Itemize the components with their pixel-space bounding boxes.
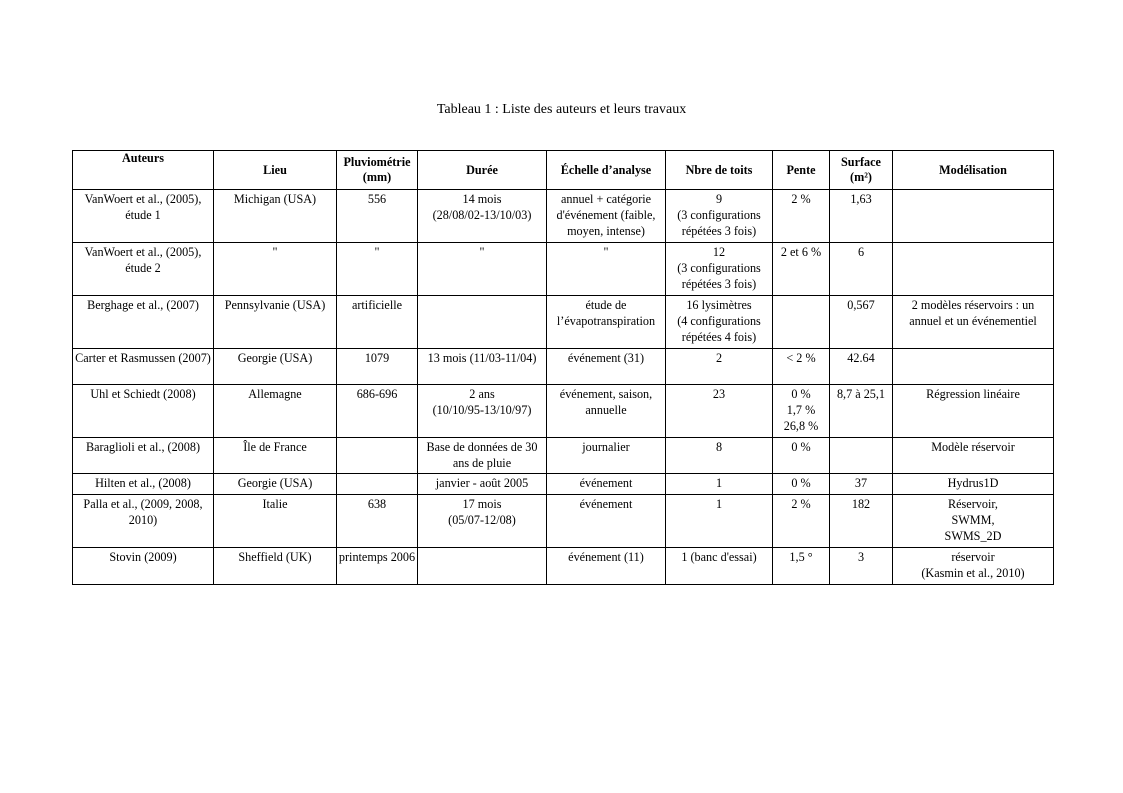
cell-modelisation: Hydrus1D xyxy=(893,474,1054,495)
table-row xyxy=(73,385,1054,438)
cell-lieu: Georgie (USA) xyxy=(214,474,337,495)
table-row xyxy=(73,548,1054,585)
cell-modelisation xyxy=(893,243,1054,296)
cell-duree xyxy=(418,548,547,585)
cell-pluviometrie: " xyxy=(337,243,418,296)
cell-echelle: journalier xyxy=(547,438,666,474)
cell-pluviometrie xyxy=(337,474,418,495)
table-row xyxy=(73,243,1054,296)
cell-pluviometrie xyxy=(337,438,418,474)
cell-pluviometrie: 686-696 xyxy=(337,385,418,438)
cell-surface: 42.64 xyxy=(830,349,893,385)
table-row xyxy=(73,495,1054,548)
table-header-row xyxy=(73,151,1054,190)
cell-pente xyxy=(773,296,830,349)
cell-duree: " xyxy=(418,243,547,296)
cell-echelle: événement xyxy=(547,474,666,495)
cell-nbre-toits: 12 (3 configurations répétées 3 fois) xyxy=(666,243,773,296)
cell-surface: 8,7 à 25,1 xyxy=(830,385,893,438)
cell-nbre-toits: 8 xyxy=(666,438,773,474)
cell-echelle: événement xyxy=(547,495,666,548)
cell-surface xyxy=(830,438,893,474)
cell-modelisation: Modèle réservoir xyxy=(893,438,1054,474)
cell-surface: 0,567 xyxy=(830,296,893,349)
authors-table xyxy=(72,150,1054,585)
header-nbre-toits: Nbre de toits xyxy=(666,151,773,190)
cell-echelle: annuel + catégorie d'événement (faible, moyen, intense) xyxy=(547,190,666,243)
cell-nbre-toits: 1 xyxy=(666,495,773,548)
header-auteurs: Auteurs xyxy=(73,151,214,190)
cell-lieu: Île de France xyxy=(214,438,337,474)
cell-modelisation: réservoir (Kasmin et al., 2010) xyxy=(893,548,1054,585)
cell-pente: 0 % xyxy=(773,474,830,495)
cell-modelisation: 2 modèles réservoirs : un annuel et un événementiel xyxy=(893,296,1054,349)
table-body xyxy=(73,190,1054,585)
cell-lieu: Allemagne xyxy=(214,385,337,438)
header-pente: Pente xyxy=(773,151,830,190)
cell-duree: Base de données de 30 ans de pluie xyxy=(418,438,547,474)
cell-lieu: Georgie (USA) xyxy=(214,349,337,385)
cell-auteurs: Berghage et al., (2007) xyxy=(73,296,214,349)
cell-auteurs: VanWoert et al., (2005), étude 2 xyxy=(73,243,214,296)
table-row xyxy=(73,438,1054,474)
cell-pente: 0 % 1,7 % 26,8 % xyxy=(773,385,830,438)
cell-duree: 17 mois (05/07-12/08) xyxy=(418,495,547,548)
cell-echelle: étude de l’évapotranspiration xyxy=(547,296,666,349)
cell-pluviometrie: 1079 xyxy=(337,349,418,385)
cell-duree: 2 ans (10/10/95-13/10/97) xyxy=(418,385,547,438)
cell-echelle: événement, saison, annuelle xyxy=(547,385,666,438)
cell-pente: 2 et 6 % xyxy=(773,243,830,296)
cell-duree: 13 mois (11/03-11/04) xyxy=(418,349,547,385)
cell-lieu: " xyxy=(214,243,337,296)
cell-nbre-toits: 1 (banc d'essai) xyxy=(666,548,773,585)
cell-surface: 1,63 xyxy=(830,190,893,243)
cell-duree: 14 mois (28/08/02-13/10/03) xyxy=(418,190,547,243)
cell-modelisation: Régression linéaire xyxy=(893,385,1054,438)
cell-pente: 2 % xyxy=(773,495,830,548)
cell-lieu: Sheffield (UK) xyxy=(214,548,337,585)
cell-nbre-toits: 2 xyxy=(666,349,773,385)
cell-auteurs: Palla et al., (2009, 2008, 2010) xyxy=(73,495,214,548)
cell-surface: 6 xyxy=(830,243,893,296)
cell-modelisation xyxy=(893,190,1054,243)
header-modelisation: Modélisation xyxy=(893,151,1054,190)
cell-pente: 0 % xyxy=(773,438,830,474)
cell-duree: janvier - août 2005 xyxy=(418,474,547,495)
cell-pluviometrie: artificielle xyxy=(337,296,418,349)
cell-pluviometrie: 556 xyxy=(337,190,418,243)
cell-auteurs: VanWoert et al., (2005), étude 1 xyxy=(73,190,214,243)
table-caption: Tableau 1 : Liste des auteurs et leurs travaux xyxy=(436,102,687,117)
header-lieu: Lieu xyxy=(214,151,337,190)
cell-pente: < 2 % xyxy=(773,349,830,385)
cell-auteurs: Baraglioli et al., (2008) xyxy=(73,438,214,474)
cell-echelle: " xyxy=(547,243,666,296)
header-pluviometrie: Pluviométrie (mm) xyxy=(337,151,418,190)
table-row xyxy=(73,474,1054,495)
cell-pente: 1,5 ° xyxy=(773,548,830,585)
cell-auteurs: Hilten et al., (2008) xyxy=(73,474,214,495)
cell-nbre-toits: 9 (3 configurations répétées 3 fois) xyxy=(666,190,773,243)
header-surface: Surface (m²) xyxy=(830,151,893,190)
cell-pluviometrie: 638 xyxy=(337,495,418,548)
cell-modelisation: Réservoir, SWMM, SWMS_2D xyxy=(893,495,1054,548)
cell-pluviometrie: printemps 2006 xyxy=(337,548,418,585)
cell-auteurs: Stovin (2009) xyxy=(73,548,214,585)
cell-surface: 3 xyxy=(830,548,893,585)
cell-duree xyxy=(418,296,547,349)
cell-nbre-toits: 1 xyxy=(666,474,773,495)
cell-lieu: Pennsylvanie (USA) xyxy=(214,296,337,349)
header-duree: Durée xyxy=(418,151,547,190)
cell-surface: 37 xyxy=(830,474,893,495)
cell-pente: 2 % xyxy=(773,190,830,243)
cell-lieu: Michigan (USA) xyxy=(214,190,337,243)
table-row xyxy=(73,349,1054,385)
table-row xyxy=(73,190,1054,243)
cell-auteurs: Carter et Rasmussen (2007) xyxy=(73,349,214,385)
cell-surface: 182 xyxy=(830,495,893,548)
cell-auteurs: Uhl et Schiedt (2008) xyxy=(73,385,214,438)
cell-echelle: événement (11) xyxy=(547,548,666,585)
cell-nbre-toits: 23 xyxy=(666,385,773,438)
header-echelle: Échelle d’analyse xyxy=(547,151,666,190)
cell-lieu: Italie xyxy=(214,495,337,548)
cell-echelle: événement (31) xyxy=(547,349,666,385)
cell-modelisation xyxy=(893,349,1054,385)
table-row xyxy=(73,296,1054,349)
cell-nbre-toits: 16 lysimètres (4 configurations répétées 4 fois) xyxy=(666,296,773,349)
